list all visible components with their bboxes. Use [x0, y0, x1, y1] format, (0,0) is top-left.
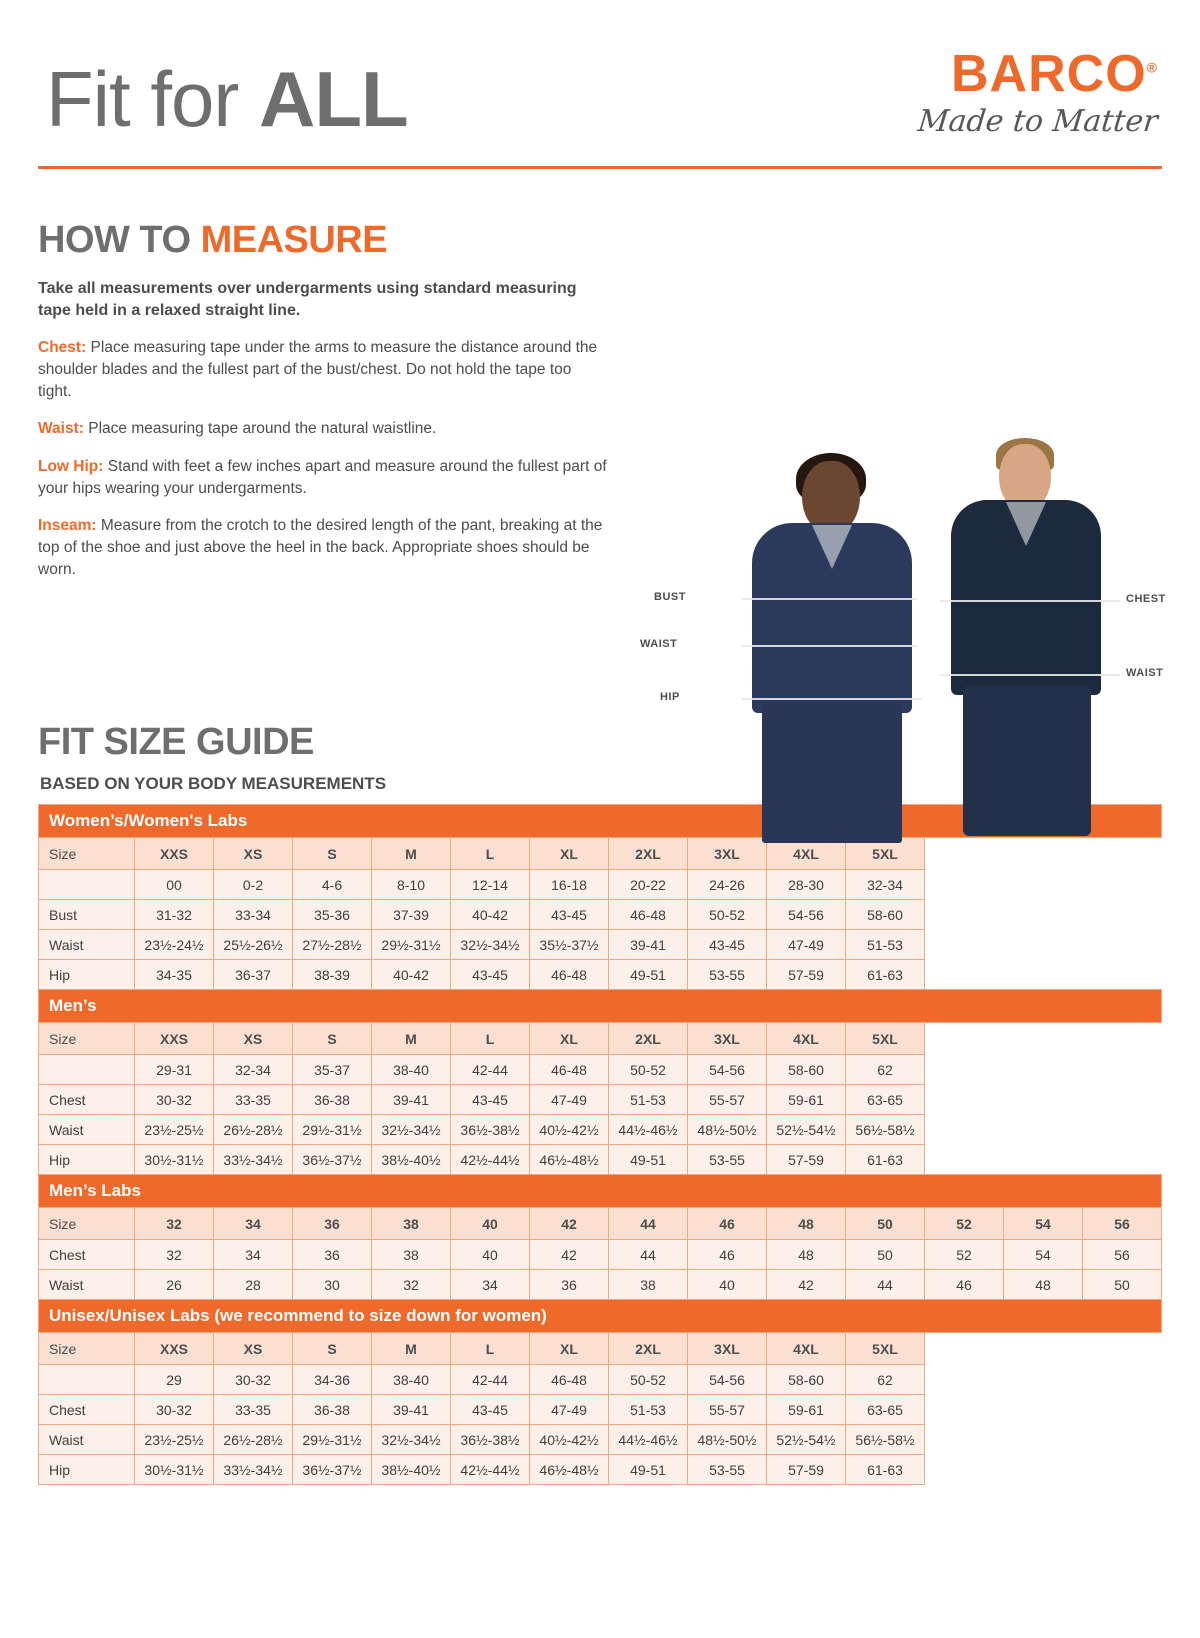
- table-cell: 4-6: [293, 870, 372, 900]
- table-size-header: M: [372, 1333, 451, 1365]
- table-cell: 27½-28½: [293, 930, 372, 960]
- table-row-label: Hip: [39, 1455, 135, 1485]
- table-row-label: Chest: [39, 1085, 135, 1115]
- table-cell: 47-49: [530, 1395, 609, 1425]
- table-cell: 30-32: [135, 1395, 214, 1425]
- table-row-label: Waist: [39, 1425, 135, 1455]
- table-cell: 44½-46½: [609, 1425, 688, 1455]
- table-cell: 26½-28½: [214, 1425, 293, 1455]
- table-cell: 34: [451, 1270, 530, 1300]
- table-cell: 35½-37½: [530, 930, 609, 960]
- hip-line: [742, 698, 922, 700]
- table-size-header: 54: [1004, 1208, 1083, 1240]
- table-band-label: Unisex/Unisex Labs (we recommend to size down for women): [39, 1300, 1162, 1333]
- table-size-header: 2XL: [609, 1023, 688, 1055]
- table-row-label: Size: [39, 838, 135, 870]
- table-row-label: Hip: [39, 1145, 135, 1175]
- measure-item-inseam: [38, 515, 608, 581]
- table-cell: 38-39: [293, 960, 372, 990]
- table-row-label: Size: [39, 1208, 135, 1240]
- table-cell: 32½-34½: [372, 1115, 451, 1145]
- table-size-header: 42: [530, 1208, 609, 1240]
- table-cell: 00: [135, 870, 214, 900]
- measure-item-chest: [38, 337, 608, 403]
- table-cell: 33½-34½: [214, 1145, 293, 1175]
- table-cell: 49-51: [609, 1455, 688, 1485]
- table-cell: 26½-28½: [214, 1115, 293, 1145]
- table-row: [39, 1395, 1162, 1425]
- page-header: [38, 38, 1162, 158]
- table-cell: 36½-37½: [293, 1145, 372, 1175]
- table-cell: 58-60: [767, 1365, 846, 1395]
- table-row-label: [39, 1365, 135, 1395]
- table-row-label: Size: [39, 1333, 135, 1365]
- how-to-measure-heading: [38, 219, 658, 262]
- measure-text-waist: Place measuring tape around the natural waistline.: [83, 420, 437, 438]
- table-cell: 55-57: [688, 1085, 767, 1115]
- table-row: [39, 1145, 1162, 1175]
- table-cell: 44: [846, 1270, 925, 1300]
- table-row-label: Waist: [39, 1270, 135, 1300]
- table-cell: 36½-37½: [293, 1455, 372, 1485]
- table-size-header: XXS: [135, 1333, 214, 1365]
- table-size-header: L: [451, 1333, 530, 1365]
- table-cell: 34-35: [135, 960, 214, 990]
- measure-term-inseam: Inseam:: [38, 517, 97, 535]
- table-cell: 43-45: [451, 960, 530, 990]
- table-cell: 34: [214, 1240, 293, 1270]
- bust-line: [742, 598, 917, 600]
- table-row-label: [39, 870, 135, 900]
- table-cell: 37-39: [372, 900, 451, 930]
- table-size-header: XS: [214, 1023, 293, 1055]
- table-cell: 32: [135, 1240, 214, 1270]
- label-bust: BUST: [654, 591, 686, 603]
- table-cell: 20-22: [609, 870, 688, 900]
- table-band-row: [39, 1300, 1162, 1333]
- measure-text-low-hip: Stand with feet a few inches apart and measure around the fullest part of your hips wearing your undergarments.: [38, 457, 607, 497]
- table-size-header: 4XL: [767, 1333, 846, 1365]
- table-numeric-row: [39, 1365, 1162, 1395]
- table-row-label: Waist: [39, 930, 135, 960]
- table-cell: 32-34: [846, 870, 925, 900]
- table-size-header: 36: [293, 1208, 372, 1240]
- table-cell: 42: [530, 1240, 609, 1270]
- male-waist-line: [940, 674, 1120, 676]
- table-cell: 30-32: [214, 1365, 293, 1395]
- table-cell: 46: [688, 1240, 767, 1270]
- table-cell: 28-30: [767, 870, 846, 900]
- table-cell: 40: [451, 1240, 530, 1270]
- table-size-header: 5XL: [846, 1333, 925, 1365]
- table-size-header: 50: [846, 1208, 925, 1240]
- table-cell: 46-48: [530, 1365, 609, 1395]
- table-cell: 29½-31½: [293, 1425, 372, 1455]
- fit-size-guide-subheading: BASED ON YOUR BODY MEASUREMENTS: [40, 774, 387, 794]
- table-cell: 62: [846, 1055, 925, 1085]
- table-cell: 53-55: [688, 1145, 767, 1175]
- table-size-header: XL: [530, 1333, 609, 1365]
- header-divider: [38, 166, 1162, 169]
- table-row: [39, 1425, 1162, 1455]
- table-cell: 53-55: [688, 960, 767, 990]
- table-cell: 61-63: [846, 960, 925, 990]
- table-size-header: 44: [609, 1208, 688, 1240]
- page-title: [46, 55, 408, 143]
- table-cell: 40-42: [451, 900, 530, 930]
- table-cell: 33-35: [214, 1395, 293, 1425]
- table-cell: 38-40: [372, 1365, 451, 1395]
- table-cell: 56½-58½: [846, 1115, 925, 1145]
- page: [0, 38, 1200, 1638]
- fit-size-guide-heading: FIT SIZE GUIDE: [38, 721, 314, 764]
- table-size-header: S: [293, 1333, 372, 1365]
- table-size-header: XXS: [135, 1023, 214, 1055]
- label-waist-left: WAIST: [640, 638, 678, 650]
- table-cell: 23½-24½: [135, 930, 214, 960]
- table-size-header: 4XL: [767, 838, 846, 870]
- table-cell: 40½-42½: [530, 1425, 609, 1455]
- brand-tagline: Made to Matter: [916, 104, 1160, 139]
- table-cell: 57-59: [767, 960, 846, 990]
- male-scrub-top: [951, 500, 1101, 695]
- table-cell: 38: [372, 1240, 451, 1270]
- table-cell: 42-44: [451, 1055, 530, 1085]
- table-cell: 58-60: [767, 1055, 846, 1085]
- measure-item-waist: [38, 418, 608, 440]
- table-cell: 29-31: [135, 1055, 214, 1085]
- table-header-row: [39, 1023, 1162, 1055]
- table-row-label: Waist: [39, 1115, 135, 1145]
- table-header-row: [39, 1333, 1162, 1365]
- table-cell: 50-52: [688, 900, 767, 930]
- table-cell: 36-38: [293, 1395, 372, 1425]
- table-cell: 54-56: [688, 1055, 767, 1085]
- table-size-header: XL: [530, 1023, 609, 1055]
- table-row: [39, 1115, 1162, 1145]
- label-waist-right: WAIST: [1126, 667, 1164, 679]
- table-cell: 44½-46½: [609, 1115, 688, 1145]
- table-cell: 57-59: [767, 1145, 846, 1175]
- table-cell: 33-34: [214, 900, 293, 930]
- table-cell: 36-38: [293, 1085, 372, 1115]
- table-cell: 50-52: [609, 1365, 688, 1395]
- table-band-label: Women’s/Women's Labs: [39, 805, 1162, 838]
- table-cell: 51-53: [846, 930, 925, 960]
- female-scrub-pants: [762, 703, 902, 843]
- table-size-header: XS: [214, 1333, 293, 1365]
- table-cell: 43-45: [530, 900, 609, 930]
- table-cell: 46½-48½: [530, 1145, 609, 1175]
- table-cell: 43-45: [451, 1085, 530, 1115]
- table-cell: 29½-31½: [372, 930, 451, 960]
- table-band-row: [39, 990, 1162, 1023]
- table-size-header: 56: [1083, 1208, 1162, 1240]
- table-cell: 23½-25½: [135, 1425, 214, 1455]
- table-cell: 42-44: [451, 1365, 530, 1395]
- table-cell: 61-63: [846, 1455, 925, 1485]
- table-cell: 46-48: [609, 900, 688, 930]
- table-cell: 59-61: [767, 1085, 846, 1115]
- label-hip: HIP: [660, 691, 680, 703]
- table-cell: 16-18: [530, 870, 609, 900]
- table-size-header: L: [451, 838, 530, 870]
- table-cell: 23½-25½: [135, 1115, 214, 1145]
- table-cell: 46½-48½: [530, 1455, 609, 1485]
- table-size-header: 46: [688, 1208, 767, 1240]
- table-numeric-row: [39, 1055, 1162, 1085]
- table-size-header: 32: [135, 1208, 214, 1240]
- table-row-label: Bust: [39, 900, 135, 930]
- table-cell: 43-45: [451, 1395, 530, 1425]
- table-cell: 42½-44½: [451, 1145, 530, 1175]
- table-cell: 25½-26½: [214, 930, 293, 960]
- heading-plain: HOW TO: [38, 219, 201, 261]
- table-row-label: Chest: [39, 1395, 135, 1425]
- table-size-header: S: [293, 1023, 372, 1055]
- table-size-header: 2XL: [609, 1333, 688, 1365]
- measure-item-low-hip: [38, 456, 608, 500]
- table-cell: 28: [214, 1270, 293, 1300]
- table-size-header: L: [451, 1023, 530, 1055]
- table-header-row: [39, 1208, 1162, 1240]
- table-size-header: 5XL: [846, 1023, 925, 1055]
- table-cell: 57-59: [767, 1455, 846, 1485]
- table-cell: 30: [293, 1270, 372, 1300]
- table-cell: 59-61: [767, 1395, 846, 1425]
- table-cell: 39-41: [372, 1085, 451, 1115]
- table-cell: 47-49: [530, 1085, 609, 1115]
- table-cell: 35-36: [293, 900, 372, 930]
- table-cell: 35-37: [293, 1055, 372, 1085]
- table-cell: 40½-42½: [530, 1115, 609, 1145]
- table-cell: 62: [846, 1365, 925, 1395]
- table-band-label: Men’s Labs: [39, 1175, 1162, 1208]
- table-cell: 56½-58½: [846, 1425, 925, 1455]
- table-cell: 32½-34½: [372, 1425, 451, 1455]
- table-cell: 38: [609, 1270, 688, 1300]
- table-numeric-row: [39, 870, 1162, 900]
- table-cell: 32½-34½: [451, 930, 530, 960]
- table-cell: 51-53: [609, 1085, 688, 1115]
- table-size-header: 3XL: [688, 1333, 767, 1365]
- label-chest: CHEST: [1126, 593, 1166, 605]
- table-cell: 55-57: [688, 1395, 767, 1425]
- table-size-header: 3XL: [688, 838, 767, 870]
- table-row: [39, 900, 1162, 930]
- table-cell: 36½-38½: [451, 1425, 530, 1455]
- brand-name: [918, 45, 1158, 103]
- table-cell: 54-56: [688, 1365, 767, 1395]
- table-cell: 0-2: [214, 870, 293, 900]
- table-cell: 49-51: [609, 1145, 688, 1175]
- table-size-header: XL: [530, 838, 609, 870]
- male-v-neck: [1006, 502, 1046, 546]
- table-size-header: 48: [767, 1208, 846, 1240]
- measure-text-inseam: Measure from the crotch to the desired length of the pant, breaking at the top of the shoe and just above the heel in the back. Appropriate shoes should be worn.: [38, 517, 603, 579]
- table-cell: 30-32: [135, 1085, 214, 1115]
- male-scrub-pants: [963, 686, 1091, 836]
- female-v-neck: [812, 525, 852, 569]
- table-cell: 52½-54½: [767, 1115, 846, 1145]
- brand-logo: [916, 45, 1160, 139]
- male-model-illustration: [937, 438, 1122, 838]
- table-cell: 40: [688, 1270, 767, 1300]
- table-cell: 12-14: [451, 870, 530, 900]
- table-cell: 48½-50½: [688, 1115, 767, 1145]
- measurement-diagram: [640, 408, 1172, 838]
- table-cell: 31-32: [135, 900, 214, 930]
- table-row-label: Chest: [39, 1240, 135, 1270]
- table-cell: 54-56: [767, 900, 846, 930]
- table-cell: 43-45: [688, 930, 767, 960]
- female-scrub-top: [752, 523, 912, 713]
- table-row-label: [39, 1055, 135, 1085]
- table-cell: 8-10: [372, 870, 451, 900]
- table-size-header: 2XL: [609, 838, 688, 870]
- measure-term-waist: Waist:: [38, 420, 84, 438]
- registered-mark: ®: [1146, 59, 1158, 76]
- table-size-header: 34: [214, 1208, 293, 1240]
- table-row-label: Size: [39, 1023, 135, 1055]
- table-cell: 34-36: [293, 1365, 372, 1395]
- table-cell: 24-26: [688, 870, 767, 900]
- table-cell: 40-42: [372, 960, 451, 990]
- table-cell: 36: [293, 1240, 372, 1270]
- table-size-header: S: [293, 838, 372, 870]
- table-cell: 47-49: [767, 930, 846, 960]
- table-size-header: M: [372, 1023, 451, 1055]
- table-row: [39, 1240, 1162, 1270]
- table-cell: 50-52: [609, 1055, 688, 1085]
- measure-lead-text: Take all measurements over undergarments using standard measuring tape held in a relaxed straight line.: [38, 280, 577, 319]
- table-cell: 52½-54½: [767, 1425, 846, 1455]
- table-size-header: 5XL: [846, 838, 925, 870]
- page-title-bold: ALL: [259, 55, 408, 143]
- table-cell: 38-40: [372, 1055, 451, 1085]
- table-cell: 52: [925, 1240, 1004, 1270]
- brand-wordmark: BARCO: [951, 45, 1147, 103]
- table-band-row: [39, 1175, 1162, 1208]
- table-cell: 26: [135, 1270, 214, 1300]
- table-size-header: 52: [925, 1208, 1004, 1240]
- table-row: [39, 1085, 1162, 1115]
- table-header-row: [39, 838, 1162, 870]
- table-cell: 42½-44½: [451, 1455, 530, 1485]
- table-cell: 49-51: [609, 960, 688, 990]
- table-cell: 38½-40½: [372, 1455, 451, 1485]
- table-cell: 53-55: [688, 1455, 767, 1485]
- table-cell: 46-48: [530, 960, 609, 990]
- table-cell: 38½-40½: [372, 1145, 451, 1175]
- table-cell: 42: [767, 1270, 846, 1300]
- table-cell: 36: [530, 1270, 609, 1300]
- table-row: [39, 1455, 1162, 1485]
- table-cell: 44: [609, 1240, 688, 1270]
- page-title-light: Fit for: [46, 55, 260, 143]
- table-row: [39, 930, 1162, 960]
- table-cell: 29½-31½: [293, 1115, 372, 1145]
- table-cell: 30½-31½: [135, 1145, 214, 1175]
- table-cell: 63-65: [846, 1085, 925, 1115]
- table-cell: 46-48: [530, 1055, 609, 1085]
- table-cell: 36½-38½: [451, 1115, 530, 1145]
- table-size-header: 38: [372, 1208, 451, 1240]
- heading-accent: MEASURE: [200, 219, 388, 261]
- table-cell: 29: [135, 1365, 214, 1395]
- table-cell: 48: [767, 1240, 846, 1270]
- measure-term-chest: Chest:: [38, 338, 87, 356]
- table-cell: 39-41: [609, 930, 688, 960]
- table-cell: 51-53: [609, 1395, 688, 1425]
- table-cell: 58-60: [846, 900, 925, 930]
- table-size-header: XS: [214, 838, 293, 870]
- table-cell: 39-41: [372, 1395, 451, 1425]
- table-cell: 32-34: [214, 1055, 293, 1085]
- table-row: [39, 960, 1162, 990]
- table-row: [39, 1270, 1162, 1300]
- table-size-header: XXS: [135, 838, 214, 870]
- table-cell: 48: [1004, 1270, 1083, 1300]
- table-cell: 32: [372, 1270, 451, 1300]
- table-cell: 48½-50½: [688, 1425, 767, 1455]
- chest-line: [940, 600, 1120, 602]
- how-to-measure-section: [38, 219, 658, 581]
- measure-term-low-hip: Low Hip:: [38, 457, 104, 475]
- table-size-header: 40: [451, 1208, 530, 1240]
- table-cell: 61-63: [846, 1145, 925, 1175]
- size-guide-table: [38, 804, 1162, 1485]
- table-cell: 54: [1004, 1240, 1083, 1270]
- table-cell: 33½-34½: [214, 1455, 293, 1485]
- table-cell: 46: [925, 1270, 1004, 1300]
- table-cell: 33-35: [214, 1085, 293, 1115]
- table-size-header: 4XL: [767, 1023, 846, 1055]
- table-cell: 56: [1083, 1240, 1162, 1270]
- table-size-header: 3XL: [688, 1023, 767, 1055]
- table-cell: 36-37: [214, 960, 293, 990]
- table-row-label: Hip: [39, 960, 135, 990]
- table-band-label: Men’s: [39, 990, 1162, 1023]
- table-size-header: M: [372, 838, 451, 870]
- female-waist-line: [742, 645, 917, 647]
- table-cell: 50: [1083, 1270, 1162, 1300]
- table-cell: 50: [846, 1240, 925, 1270]
- table-cell: 63-65: [846, 1395, 925, 1425]
- table-cell: 30½-31½: [135, 1455, 214, 1485]
- measure-text-chest: Place measuring tape under the arms to measure the distance around the shoulder blades and the fullest part of the bust/chest. Do not hold the tape too tight.: [38, 338, 598, 400]
